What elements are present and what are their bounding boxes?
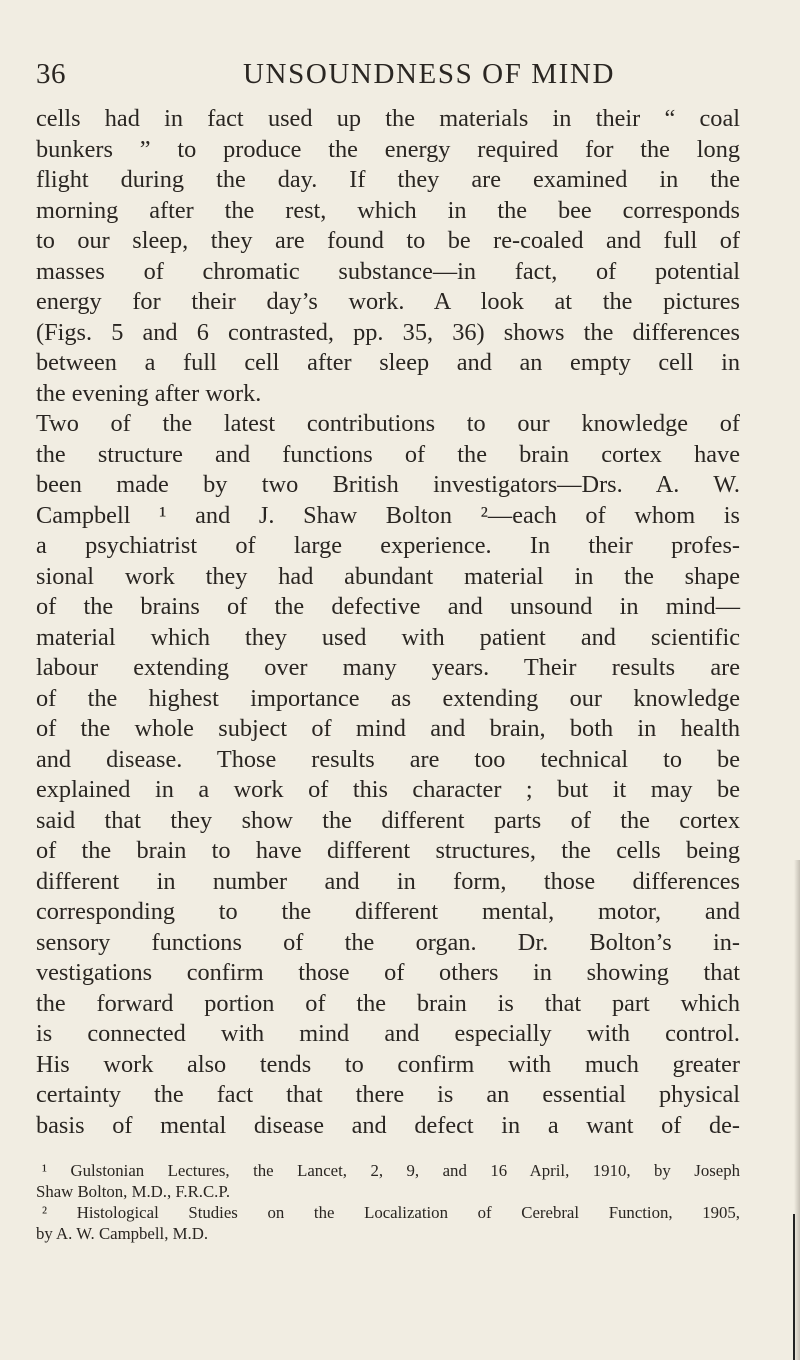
- text-line: certainty the fact that there is an essential physical: [36, 1081, 740, 1108]
- text-line: to our sleep, they are found to be re-coaled and full of: [36, 227, 740, 254]
- text-line: said that they show the different parts of the cortex: [36, 806, 740, 834]
- text-line: cells had in fact used up the materials in their “ coal: [36, 105, 740, 132]
- text-line: explained in a work of this character ; but it may be: [36, 776, 740, 803]
- page-edge-line: [793, 1214, 795, 1360]
- text-line: been made by two British investigators—Drs. A. W.: [36, 471, 740, 498]
- footnote-1-cont: Shaw Bolton, M.D., F.R.C.P.: [36, 1182, 231, 1201]
- page-number: 36: [36, 58, 66, 90]
- text-line: is connected with mind and especially with control.: [36, 1020, 740, 1047]
- text-line: His work also tends to confirm with much greater: [36, 1050, 740, 1078]
- text-line: a psychiatrist of large experience. In their profes-: [36, 532, 740, 559]
- text-line: (Figs. 5 and 6 contrasted, pp. 35, 36) shows the differences: [36, 318, 740, 346]
- text-line: morning after the rest, which in the bee corresponds: [36, 196, 740, 224]
- text-line: the evening after work.: [36, 379, 262, 407]
- text-line: labour extending over many years. Their results are: [36, 654, 740, 681]
- text-line: vestigations confirm those of others in showing that: [36, 959, 740, 986]
- footnotes: [36, 1160, 740, 1244]
- text-line: different in number and in form, those differences: [36, 867, 740, 895]
- text-line: basis of mental disease and defect in a want of de-: [36, 1111, 740, 1139]
- body-text: [36, 104, 740, 1141]
- text-line: of the whole subject of mind and brain, both in health: [36, 715, 740, 742]
- text-line: the structure and functions of the brain cortex have: [36, 440, 740, 468]
- text-line: of the brain to have different structures, the cells being: [36, 837, 740, 864]
- text-line: Campbell ¹ and J. Shaw Bolton ²—each of whom is: [36, 501, 740, 529]
- footnote-2-cont: by A. W. Campbell, M.D.: [36, 1224, 209, 1243]
- text-line: the forward portion of the brain is that part which: [36, 989, 740, 1017]
- text-line: of the brains of the defective and unsound in mind—: [36, 593, 740, 620]
- text-line: of the highest importance as extending our knowledge: [36, 684, 740, 712]
- footnote-1: ¹ Gulstonian Lectures, the Lancet, 2, 9, and 16 April, 1910, by Joseph: [42, 1161, 740, 1180]
- text-line: between a full cell after sleep and an empty cell in: [36, 349, 740, 376]
- page-header: [36, 58, 736, 98]
- text-line: corresponding to the different mental, motor, and: [36, 898, 740, 925]
- running-title: UNSOUNDNESS OF MIND: [243, 58, 615, 90]
- text-line: energy for their day’s work. A look at the pictures: [36, 288, 740, 315]
- footnote-2: ² Histological Studies on the Localization of Cerebral Function, 1905,: [42, 1203, 740, 1222]
- text-line: material which they used with patient and scientific: [36, 623, 740, 651]
- text-line: masses of chromatic substance—in fact, of potential: [36, 257, 740, 285]
- text-line: sensory functions of the organ. Dr. Bolton’s in-: [36, 928, 740, 956]
- text-line: sional work they had abundant material in the shape: [36, 562, 740, 590]
- text-line: Two of the latest contributions to our knowledge of: [36, 410, 740, 437]
- text-line: flight during the day. If they are examined in the: [36, 166, 740, 193]
- text-line: bunkers ” to produce the energy required for the long: [36, 135, 740, 163]
- text-line: and disease. Those results are too technical to be: [36, 745, 740, 773]
